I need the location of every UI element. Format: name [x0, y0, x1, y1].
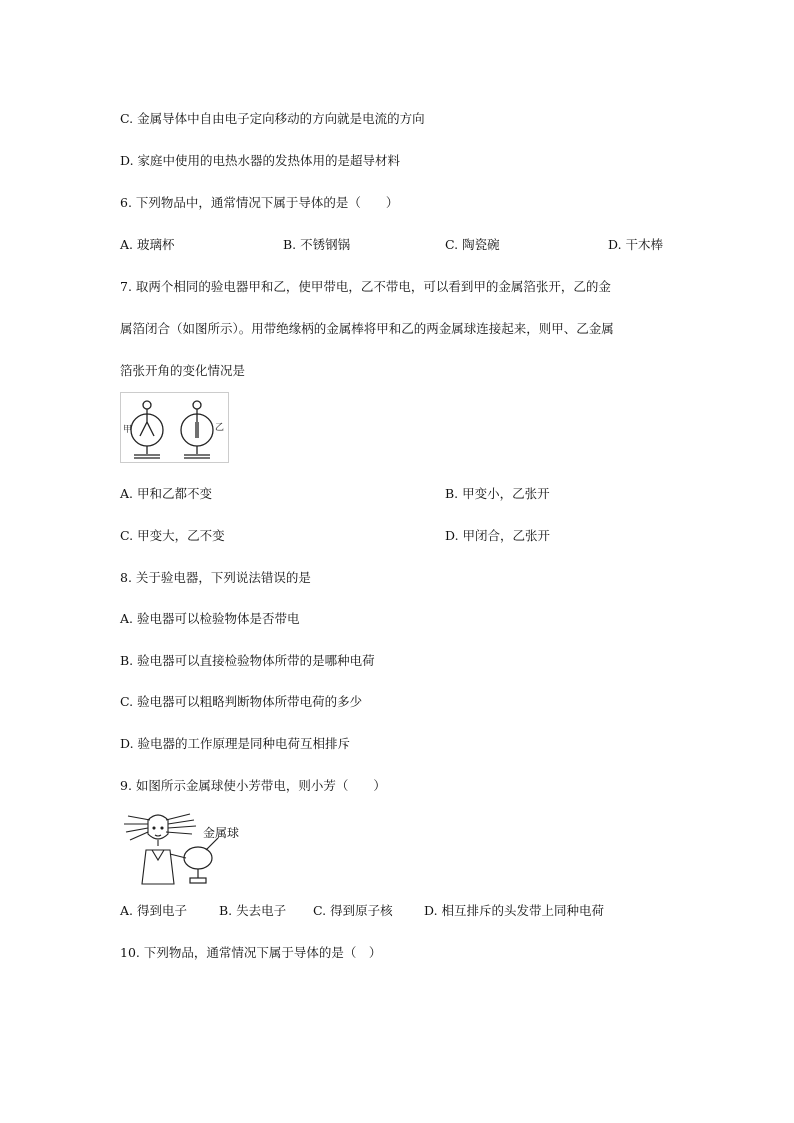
- q6-option-a: A. 玻璃杯: [120, 237, 175, 252]
- q6-option-b: B. 不锈钢锅: [283, 237, 351, 252]
- girl-drawing: [124, 814, 196, 884]
- q8-option-a: A. 验电器可以检验物体是否带电: [120, 611, 300, 626]
- q7-option-b: B. 甲变小，乙张开: [445, 486, 550, 501]
- q7-stem-line1: 7. 取两个相同的验电器甲和乙，使甲带电，乙不带电，可以看到甲的金属箔张开，乙的金: [120, 279, 611, 294]
- electroscope-yi: [181, 401, 213, 458]
- q8-option-b: B. 验电器可以直接检验物体所带的是哪种电荷: [120, 653, 375, 668]
- q6-option-c: C. 陶瓷碗: [445, 237, 500, 252]
- q7-option-d: D. 甲闭合，乙张开: [445, 528, 551, 543]
- q8-option-c: C. 验电器可以粗略判断物体所带电荷的多少: [120, 694, 363, 709]
- q7-option-c: C. 甲变大，乙不变: [120, 528, 225, 543]
- q5-option-c: C. 金属导体中自由电子定向移动的方向就是电流的方向: [120, 111, 425, 126]
- electroscope-jia: [131, 401, 163, 458]
- electroscope-figure: [120, 392, 230, 464]
- q10-stem: 10. 下列物品，通常情况下属于导体的是（ ）: [120, 945, 382, 960]
- q9-stem: 9. 如图所示金属球使小芳带电，则小芳（ ）: [120, 778, 386, 793]
- q5-option-d: D. 家庭中使用的电热水器的发热体用的是超导材料: [120, 153, 401, 168]
- q7-option-a: A. 甲和乙都不变: [120, 486, 212, 501]
- q9-option-c: C. 得到原子核: [313, 903, 393, 918]
- metal-ball-label: 金属球: [203, 826, 240, 840]
- electroscope-label-yi: 乙: [215, 423, 225, 433]
- q8-option-d: D. 验电器的工作原理是同种电荷互相排斥: [120, 736, 351, 751]
- q7-stem-line3: 箔张开角的变化情况是: [120, 363, 246, 378]
- q9-option-a: A. 得到电子: [120, 903, 187, 918]
- q9-option-b: B. 失去电子: [219, 903, 287, 918]
- q6-stem: 6. 下列物品中，通常情况下属于导体的是（ ）: [120, 195, 399, 210]
- metal-ball-drawing: [184, 838, 218, 883]
- electroscope-label-jia: 甲: [123, 425, 133, 435]
- q6-option-d: D. 干木棒: [608, 237, 664, 252]
- q7-stem-line2: 属箔闭合（如图所示）。用带绝缘柄的金属棒将甲和乙的两金属球连接起来，则甲、乙金属: [120, 321, 614, 336]
- girl-metal-ball-figure: [120, 806, 260, 886]
- q8-stem: 8. 关于验电器，下列说法错误的是: [120, 570, 311, 585]
- q9-option-d: D. 相互排斥的头发带上同种电荷: [424, 903, 605, 918]
